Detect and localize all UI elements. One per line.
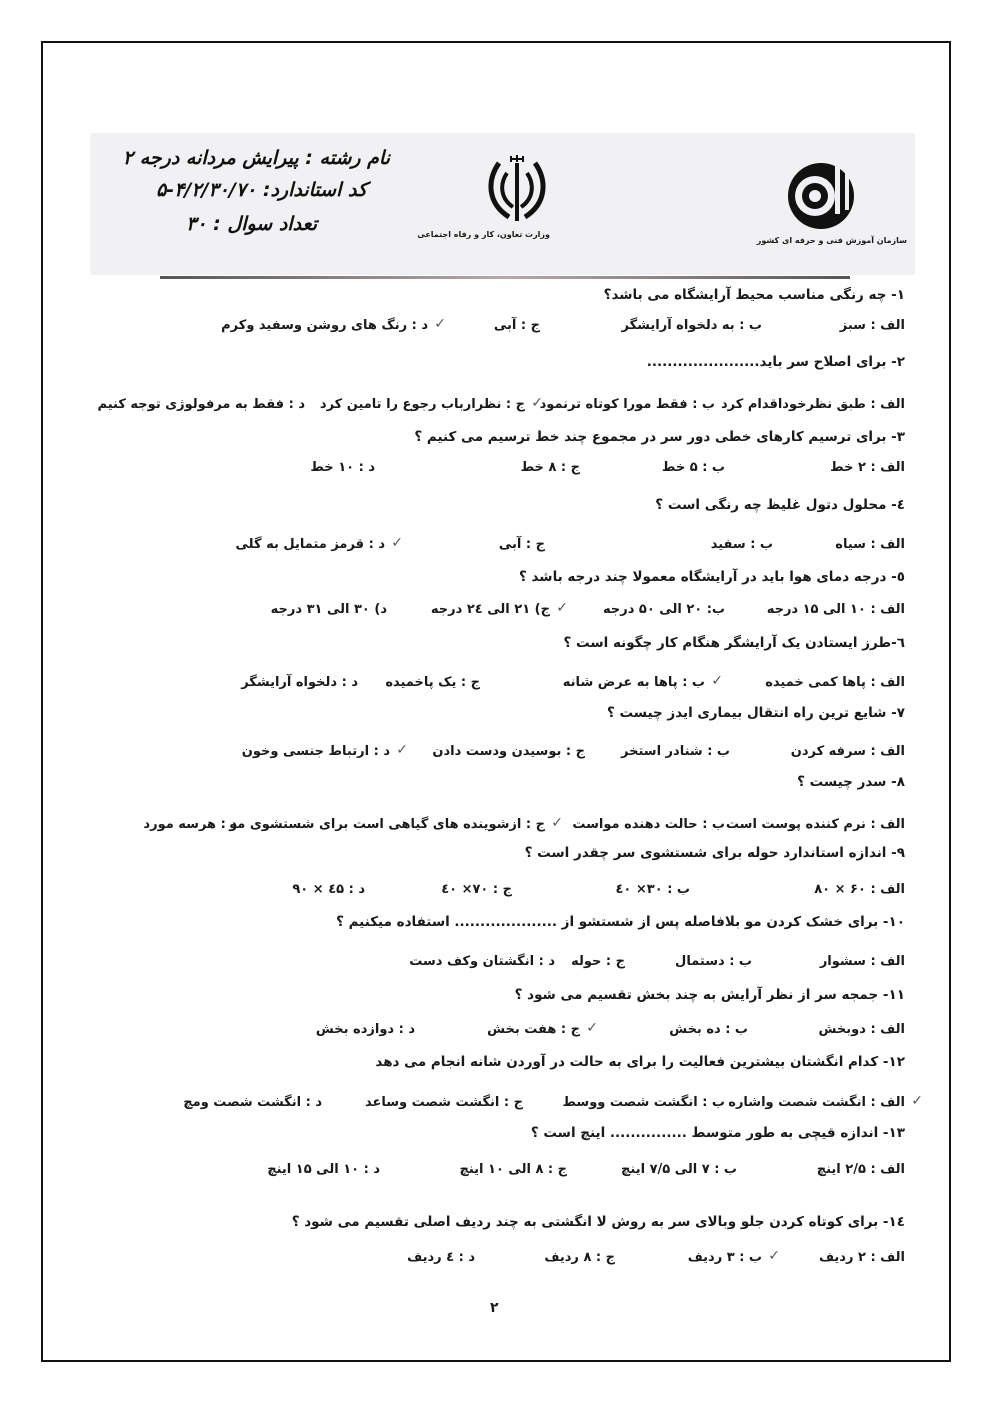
answer-option: د : رنگ های روشن وسفید وکرم xyxy=(221,318,428,333)
answer-option: الف : سرفه کردن xyxy=(790,744,905,759)
answer-option: د : دوازده بخش xyxy=(315,1022,415,1037)
answer-option: د : ۱۰ خط xyxy=(310,460,375,475)
answer-option: الف : ۱۰ الی ۱۵ درجه xyxy=(766,602,905,617)
answer-option: ب : انگشت شصت ووسط xyxy=(562,1095,725,1110)
answer-option: ج : حوله xyxy=(571,954,625,969)
iran-emblem xyxy=(485,155,549,225)
answer-option: د : انگشتان وکف دست xyxy=(409,954,555,969)
question-text: ۹- اندازه استاندارد حوله برای شستشوی سر چقدر است ؟ xyxy=(524,845,905,861)
answer-option: الف : ۶۰ × ۸۰ xyxy=(814,882,905,897)
question-text: ۷- شایع ترین راه انتقال بیماری ایدز چیست ؟ xyxy=(606,705,905,721)
checkmark-icon: ✓ xyxy=(531,395,543,411)
answer-option: ب: ۲۰ الی ۵۰ درجه xyxy=(602,602,725,617)
answer-option: ج : نظرارباب رجوع را تامین کرد xyxy=(319,397,525,412)
question-text: ٤- محلول دتول غلیظ چه رنگی است ؟ xyxy=(655,497,905,513)
checkmark-icon: ✓ xyxy=(551,815,563,831)
question-text: ۱- چه رنگی مناسب محیط آرایشگاه می باشد؟ xyxy=(603,287,905,303)
checkmark-icon: ✓ xyxy=(556,600,568,616)
answer-option: ب : فقط مورا کوتاه ترنمود xyxy=(539,397,715,412)
answer-option: ب : ۷ الی ۷/۵ اینچ xyxy=(621,1162,737,1177)
answer-option: ج : انگشت شصت وساعد xyxy=(364,1095,523,1110)
exam-header xyxy=(90,133,915,275)
page-number: ۲ xyxy=(490,1300,499,1316)
answer-option: ج : ۸ ردیف xyxy=(544,1250,615,1265)
answer-option: الف : ۲ ردیف xyxy=(818,1250,905,1265)
answer-option: ج : ۷۰× ٤۰ xyxy=(441,882,512,897)
answer-option: الف : ۲ خط xyxy=(830,460,905,475)
answer-option: د : هرسه مورد xyxy=(143,817,237,832)
answer-option: د : ٤۵ × ۹۰ xyxy=(292,882,365,897)
answer-option: ج : آبی xyxy=(498,537,545,552)
checkmark-icon: ✓ xyxy=(768,1248,780,1264)
answer-option: د : دلخواه آرایشگر xyxy=(241,675,358,690)
answer-option: الف : انگشت شصت واشاره xyxy=(728,1095,905,1110)
checkmark-icon: ✓ xyxy=(586,1020,598,1036)
question-text: ۱٤- برای کوتاه کردن جلو وبالای سر به روش لا انگشتی به چند ردیف اصلی تقسیم می شود ؟ xyxy=(291,1214,905,1230)
answer-option: ب : ۳ ردیف xyxy=(687,1250,762,1265)
organization-name: سازمان آموزش فنی و حرفه ای کشور xyxy=(756,236,907,245)
answer-option: الف : ۲/۵ اینچ xyxy=(816,1162,905,1177)
question-text: ۱۳- اندازه قیچی به طور متوسط ............... اینچ است ؟ xyxy=(530,1125,905,1141)
checkmark-icon: ✓ xyxy=(396,742,408,758)
answer-option: د : فقط به مرفولوژی توجه کنیم xyxy=(97,397,305,412)
answer-option: ج : هفت بخش xyxy=(487,1022,580,1037)
answer-option: ب : دستمال xyxy=(675,954,752,969)
checkmark-icon: ✓ xyxy=(711,673,723,689)
answer-option: الف : نرم کننده پوست است xyxy=(725,817,905,832)
answer-option: د : انگشت شصت ومچ xyxy=(183,1095,322,1110)
checkmark-icon: ✓ xyxy=(391,535,403,551)
answer-option: ب : به دلخواه آرایشگر xyxy=(621,318,762,333)
answer-option: ج) ۲۱ الی ۲٤ درجه xyxy=(430,602,550,617)
answer-option: الف : پاها کمی خمیده xyxy=(765,675,905,690)
question-text: ٥- درجه دمای هوا باید در آرایشگاه معمولا چند درجه باشد ؟ xyxy=(518,569,905,585)
field-name: نام رشته : پیرایش مردانه درجه ۲ xyxy=(122,147,390,169)
standard-code: کد استاندارد: ۴/۲/۳۰/۷۰-۵ xyxy=(156,179,367,201)
answer-option: الف : دوبخش xyxy=(818,1022,905,1037)
answer-option: ب : پاها به عرض شانه xyxy=(562,675,705,690)
answer-option: د : ارتباط جنسی وخون xyxy=(241,744,390,759)
answer-option: ب : ۵ خط xyxy=(661,460,725,475)
question-text: ۱۰- برای خشک کردن مو بلافاصله پس از شستشو از .................... استفاده میکنیم ؟ xyxy=(336,914,905,930)
organization-logo xyxy=(783,158,863,233)
checkmark-icon: ✓ xyxy=(911,1093,923,1109)
question-text: ۸- سدر چیست ؟ xyxy=(797,774,905,790)
checkmark-icon: ✓ xyxy=(434,316,446,332)
answer-option: ب : ده بخش xyxy=(669,1022,748,1037)
answer-option: ج : بوسیدن ودست دادن xyxy=(432,744,585,759)
answer-option: ب : حالت دهنده مواست xyxy=(572,817,725,832)
answer-option: ج : آبی xyxy=(493,318,540,333)
answer-option: الف : طبق نظرخوداقدام کرد xyxy=(721,397,905,412)
answer-option: ج : ۸ خط xyxy=(520,460,580,475)
answer-option: د : ۱۰ الی ۱۵ اینچ xyxy=(267,1162,380,1177)
answer-option: د : ٤ ردیف xyxy=(407,1250,475,1265)
answer-option: ب : ۳۰× ٤۰ xyxy=(615,882,690,897)
answer-option: د : قرمز متمایل به گلی xyxy=(235,537,385,552)
question-text: ۲- برای اصلاح سر باید...................... xyxy=(646,354,905,370)
answer-option: ج : ۸ الی ۱۰ اینچ xyxy=(459,1162,567,1177)
question-text: ۱۱- جمجه سر از نظر آرایش به چند بخش تقسیم می شود ؟ xyxy=(514,987,905,1003)
ministry-name: وزارت تعاون، کار و رفاه اجتماعی xyxy=(417,230,550,239)
answer-option: ب : شنادر استخر xyxy=(621,744,730,759)
answer-option: ج : یک پاخمیده xyxy=(385,675,480,690)
answer-option: د) ۳۰ الی ۳۱ درجه xyxy=(270,602,387,617)
question-text: ۱۲- کدام انگشتان بیشترین فعالیت را برای به حالت در آوردن شانه انجام می دهد xyxy=(375,1054,905,1070)
answer-option: ب : سفید xyxy=(710,537,773,552)
question-count: تعداد سوال : ۳۰ xyxy=(186,213,317,235)
header-divider xyxy=(160,276,850,279)
answer-option: الف : سبز xyxy=(839,318,905,333)
answer-option: الف : سیاه xyxy=(835,537,905,552)
question-text: ٦-طرز ایستادن یک آرایشگر هنگام کار چگونه است ؟ xyxy=(563,635,905,651)
answer-option: الف : سشوار xyxy=(819,954,905,969)
question-text: ۳- برای ترسیم کارهای خطی دور سر در مجموع چند خط ترسیم می کنیم ؟ xyxy=(414,429,905,445)
answer-option: ج : ازشوینده های گیاهی است برای شستشوی مو xyxy=(229,817,545,832)
